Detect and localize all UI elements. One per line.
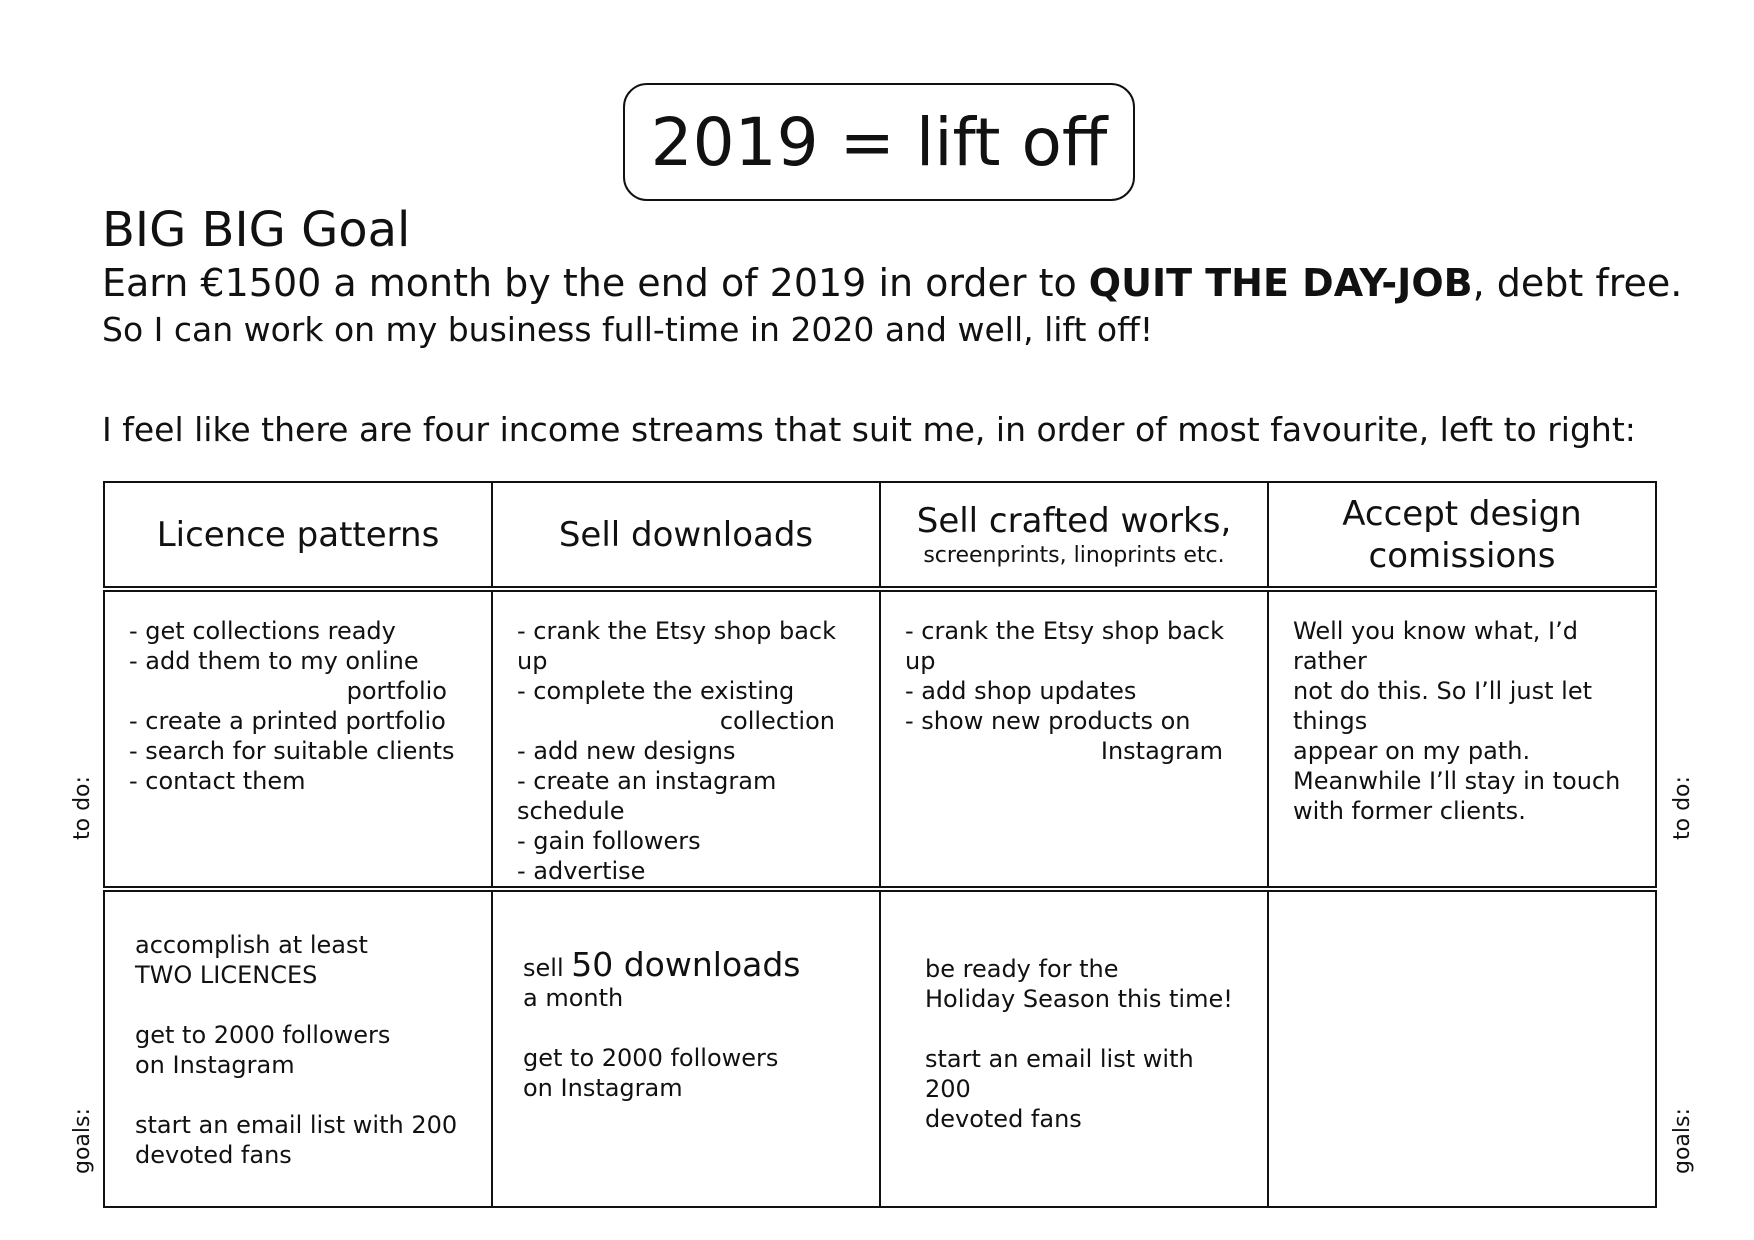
intro-section (102, 202, 1742, 352)
todo-list (105, 592, 491, 796)
todo-cell (104, 589, 492, 889)
note-line: with former clients. (1293, 797, 1526, 825)
todo-row (104, 589, 1656, 889)
list-item: - crank the Etsy shop back up (517, 617, 837, 675)
goal-text: on Instagram (135, 1051, 295, 1079)
todo-list (881, 592, 1267, 766)
heading-main: Accept design comissions (1342, 493, 1582, 576)
todo-cell (1268, 589, 1656, 889)
goals-cell (492, 889, 880, 1207)
goal-text: accomplish at least (135, 931, 368, 959)
goals-content (105, 892, 491, 1170)
list-item: - create an instagram schedule (517, 767, 777, 825)
goal-highlight: 50 downloads (571, 945, 801, 984)
todo-cell (880, 589, 1268, 889)
note-line: appear on my path. (1293, 737, 1531, 765)
list-item: - get collections ready (129, 617, 396, 645)
goal-item (523, 1043, 859, 1103)
heading-main: Sell crafted works, (916, 500, 1232, 541)
list-item: - show new products on (905, 707, 1191, 735)
list-item (517, 706, 855, 736)
goal-text: TWO LICENCES (135, 961, 318, 989)
income-streams-table (103, 481, 1657, 1208)
list-item: - crank the Etsy shop back up (905, 617, 1225, 675)
goal-text: be ready for the (925, 955, 1119, 983)
goal-text: start an email list with 200 (135, 1111, 458, 1139)
goal-statement-2: So I can work on my business full-time in 2020 and well, lift off! (102, 310, 1154, 349)
list-item-continuation: portfolio (346, 677, 447, 705)
page-title: 2019 = lift off (623, 83, 1135, 201)
list-item-continuation: Instagram (1100, 737, 1223, 765)
column-heading (104, 482, 492, 589)
goal-text-bold: QUIT THE DAY-JOB (1088, 261, 1473, 305)
goals-content (881, 892, 1267, 1134)
goal-text: sell (523, 954, 564, 982)
goal-text: get to 2000 followers (523, 1044, 779, 1072)
todo-list (493, 592, 879, 886)
note-line: not do this. So I’ll just let things (1293, 677, 1593, 735)
goal-item (135, 1110, 471, 1170)
list-item: - create a printed portfolio (129, 707, 446, 735)
todo-label-left: to do: (70, 776, 95, 840)
big-goal-heading: BIG BIG Goal (102, 202, 411, 258)
goals-cell (104, 889, 492, 1207)
goal-item (135, 1020, 471, 1080)
commission-note (1269, 592, 1655, 826)
goal-item (523, 945, 859, 1013)
goal-text: devoted fans (925, 1105, 1082, 1133)
goal-item (135, 930, 471, 990)
goal-item (925, 1044, 1247, 1134)
list-item: - gain followers (517, 827, 701, 855)
table-header-row (104, 482, 1656, 589)
list-item-continuation: collection (719, 707, 835, 735)
list-item (129, 676, 467, 706)
list-item: - complete the existing (517, 677, 795, 705)
heading-main: Licence patterns (156, 514, 440, 555)
goals-content (493, 892, 879, 1103)
goal-text: a month (523, 984, 624, 1012)
goals-cell (880, 889, 1268, 1207)
note-line: Meanwhile I’ll stay in touch (1293, 767, 1621, 795)
list-item: - add new designs (517, 737, 736, 765)
list-item: - add them to my online (129, 647, 419, 675)
streams-intro: I feel like there are four income streams that suit me, in order of most favourite, left to right: (102, 410, 1636, 449)
column-heading (492, 482, 880, 589)
goals-label-left: goals: (70, 1108, 95, 1174)
list-item: - advertise (517, 857, 646, 885)
goal-text: Holiday Season this time! (925, 985, 1233, 1013)
todo-cell (492, 589, 880, 889)
note-line: Well you know what, I’d rather (1293, 617, 1578, 675)
goal-text-post: , debt free. (1472, 261, 1683, 305)
goals-row (104, 889, 1656, 1207)
list-item: - add shop updates (905, 677, 1137, 705)
list-item (905, 736, 1243, 766)
goal-text: get to 2000 followers (135, 1021, 391, 1049)
goal-item (925, 954, 1247, 1014)
goals-cell-empty (1268, 889, 1656, 1207)
goal-statement (102, 258, 1742, 308)
goal-text-pre: Earn €1500 a month by the end of 2019 in order to (102, 261, 1089, 305)
list-item: - contact them (129, 767, 306, 795)
goal-text: on Instagram (523, 1074, 683, 1102)
column-heading (1268, 482, 1656, 589)
heading-sub: screenprints, linoprints etc. (923, 542, 1225, 568)
heading-main: Sell downloads (558, 514, 814, 555)
goal-text: start an email list with 200 (925, 1045, 1194, 1103)
column-heading (880, 482, 1268, 589)
goal-text: devoted fans (135, 1141, 292, 1169)
goals-label-right: goals: (1670, 1108, 1695, 1174)
todo-label-right: to do: (1670, 776, 1695, 840)
list-item: - search for suitable clients (129, 737, 455, 765)
